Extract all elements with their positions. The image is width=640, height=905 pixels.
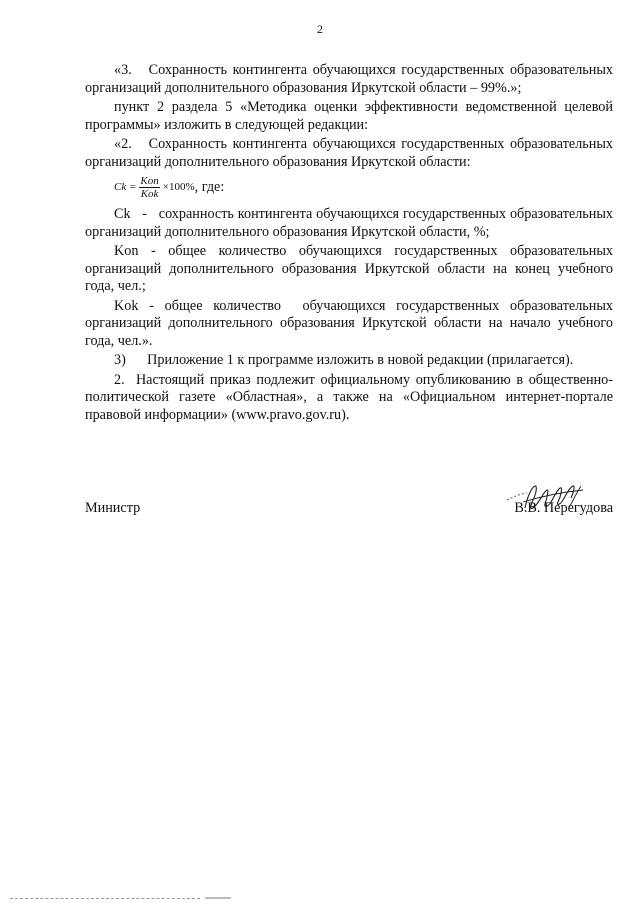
paragraph: «2. Сохранность контингента обучающихся государственных образовательных организаций дополнительного образования Иркутской области: bbox=[85, 136, 613, 170]
footer-mark bbox=[205, 897, 231, 899]
paragraph: 2. Настоящий приказ подлежит официальному опубликованию в общественно-политической газете «Областная», а также на «Официальном интернет-портале правовой информации» (www.pravo.gov.ru). bbox=[85, 371, 613, 423]
definition-ck: Ck - сохранность контингента обучающихся государственных образовательных организаций дополнительного образования Иркутской области, %; bbox=[85, 206, 613, 240]
signature-block bbox=[85, 478, 613, 538]
formula-numerator: Kon bbox=[140, 175, 159, 187]
formula-rhs: ×100% bbox=[162, 180, 195, 193]
signatory-title: Министр bbox=[85, 500, 141, 516]
formula-denominator: Kok bbox=[140, 188, 159, 200]
definition-kok: Kok - общее количество обучающихся государственных образовательных организаций дополнительного образования Иркутской области на начало учебного года, чел.». bbox=[85, 297, 613, 349]
paragraph: пункт 2 раздела 5 «Методика оценки эффективности ведомственной целевой программы» изложить в следующей редакции: bbox=[85, 99, 613, 133]
paragraph: «3. Сохранность контингента обучающихся государственных образовательных организаций дополнительного образования Иркутской области – 99%.»; bbox=[85, 62, 613, 96]
footer-divider bbox=[10, 898, 200, 899]
signatory-name: В.В. Перегудова bbox=[514, 500, 613, 516]
formula-suffix: , где: bbox=[194, 178, 225, 195]
definition-kon: Kon - общее количество обучающихся государственных образовательных организаций дополнительного образования Иркутской области на конец учебного года, чел.; bbox=[85, 243, 613, 294]
formula-lhs: Ck = bbox=[114, 180, 137, 193]
formula-fraction bbox=[139, 175, 159, 200]
page-number: 2 bbox=[317, 22, 323, 36]
document-body bbox=[85, 62, 613, 426]
formula bbox=[114, 175, 613, 200]
paragraph: 3) Приложение 1 к программе изложить в новой редакции (прилагается). bbox=[114, 352, 574, 368]
